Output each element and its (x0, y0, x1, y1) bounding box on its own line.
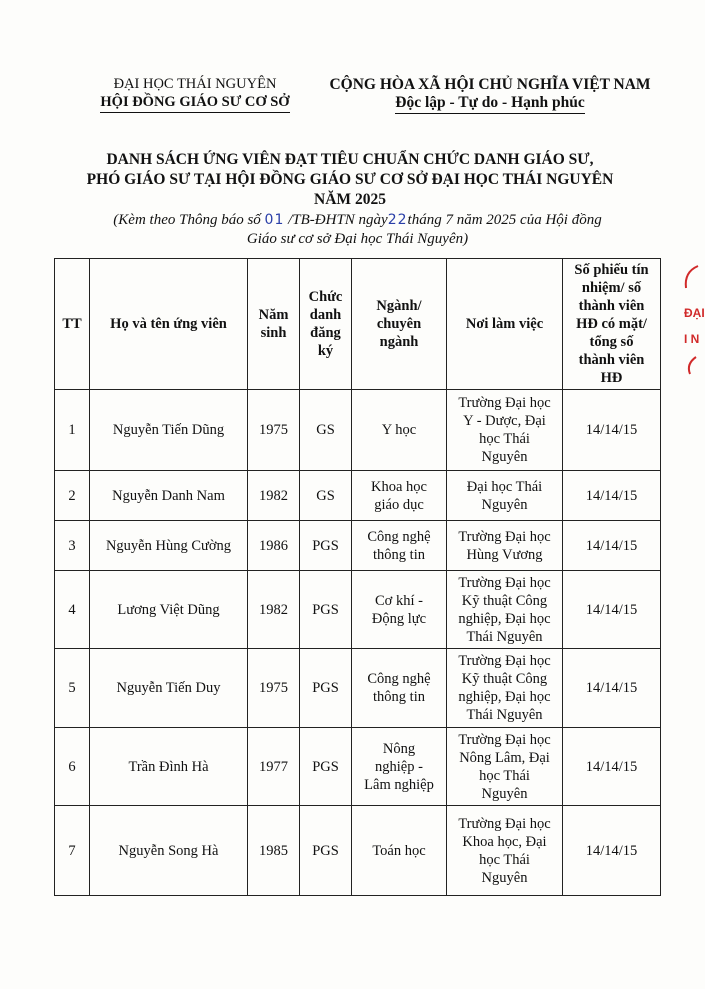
title-line-3: NĂM 2025 (314, 191, 386, 208)
cell-workplace: Trường Đại học Kỹ thuật Công nghiệp, Đại học Thái Nguyên (447, 649, 563, 728)
issuer-block (90, 76, 300, 113)
cell-name: Nguyễn Song Hà (90, 806, 248, 896)
table-header-row (55, 259, 661, 390)
cell-workplace: Trường Đại học Nông Lâm, Đại học Thái Nguyên (447, 728, 563, 806)
country-name: CỘNG HÒA XÃ HỘI CHỦ NGHĨA VIỆT NAM (329, 76, 651, 93)
cell-field: Y học (352, 390, 447, 471)
council-name: HỘI ĐỒNG GIÁO SƯ CƠ SỞ (100, 94, 289, 113)
cell-year: 1975 (248, 649, 300, 728)
header-workplace: Nơi làm việc (447, 259, 563, 390)
cell-name: Nguyễn Hùng Cường (90, 521, 248, 571)
cell-tt: 7 (55, 806, 90, 896)
cell-year: 1975 (248, 390, 300, 471)
candidate-table (54, 258, 661, 896)
header-votes: Số phiếu tín nhiệm/ số thành viên HĐ có mặt/ tổng số thành viên HĐ (563, 259, 661, 390)
handwritten-day: 22 (387, 212, 408, 228)
cell-votes: 14/14/15 (563, 471, 661, 521)
table-row (55, 806, 661, 896)
cell-votes: 14/14/15 (563, 728, 661, 806)
header-name: Họ và tên ứng viên (90, 259, 248, 390)
university-name: ĐẠI HỌC THÁI NGUYÊN (113, 76, 277, 92)
cell-votes: 14/14/15 (563, 521, 661, 571)
cell-field: Toán học (352, 806, 447, 896)
cell-name: Nguyễn Tiến Dũng (90, 390, 248, 471)
cell-title: PGS (300, 649, 352, 728)
seal-stamp-fragment: ĐẠI I N (676, 262, 700, 382)
table-row (55, 471, 661, 521)
national-motto-block (320, 76, 660, 114)
subtitle-part-3: tháng 7 năm 2025 của Hội đồng (407, 212, 602, 228)
header-birth-year: Năm sinh (248, 259, 300, 390)
header-field: Ngành/ chuyên ngành (352, 259, 447, 390)
cell-year: 1982 (248, 471, 300, 521)
cell-workplace: Trường Đại học Y - Dược, Đại học Thái Nguyên (447, 390, 563, 471)
cell-tt: 1 (55, 390, 90, 471)
subtitle-part-2: /TB-ĐHTN ngày (288, 212, 388, 228)
cell-workplace: Đại học Thái Nguyên (447, 471, 563, 521)
cell-workplace: Trường Đại học Khoa học, Đại học Thái Nguyên (447, 806, 563, 896)
cell-votes: 14/14/15 (563, 390, 661, 471)
cell-workplace: Trường Đại học Hùng Vương (447, 521, 563, 571)
table-row (55, 390, 661, 471)
cell-title: GS (300, 471, 352, 521)
cell-field: Khoa học giáo dục (352, 471, 447, 521)
cell-votes: 14/14/15 (563, 806, 661, 896)
cell-title: PGS (300, 571, 352, 649)
cell-tt: 6 (55, 728, 90, 806)
cell-field: Nông nghiệp - Lâm nghiệp (352, 728, 447, 806)
cell-title: PGS (300, 806, 352, 896)
header-tt: TT (55, 259, 90, 390)
cell-name: Lương Việt Dũng (90, 571, 248, 649)
document-title (60, 150, 640, 210)
cell-tt: 4 (55, 571, 90, 649)
table-row (55, 521, 661, 571)
subtitle-line-2: Giáo sư cơ sở Đại học Thái Nguyên) (246, 231, 469, 247)
cell-tt: 3 (55, 521, 90, 571)
document-subtitle (80, 211, 635, 249)
cell-field: Công nghệ thông tin (352, 649, 447, 728)
cell-name: Trần Đình Hà (90, 728, 248, 806)
cell-workplace: Trường Đại học Kỹ thuật Công nghiệp, Đại học Thái Nguyên (447, 571, 563, 649)
cell-field: Cơ khí - Động lực (352, 571, 447, 649)
table-row (55, 571, 661, 649)
cell-field: Công nghệ thông tin (352, 521, 447, 571)
cell-year: 1982 (248, 571, 300, 649)
cell-year: 1985 (248, 806, 300, 896)
cell-tt: 2 (55, 471, 90, 521)
cell-name: Nguyễn Tiến Duy (90, 649, 248, 728)
cell-title: GS (300, 390, 352, 471)
header-title: Chức danh đăng ký (300, 259, 352, 390)
cell-votes: 14/14/15 (563, 571, 661, 649)
handwritten-number: 01 (264, 212, 285, 228)
stamp-arc-icon (676, 262, 700, 382)
title-line-2: PHÓ GIÁO SƯ TẠI HỘI ĐỒNG GIÁO SƯ CƠ SỞ ĐẠI HỌC THÁI NGUYÊN (86, 171, 614, 188)
cell-votes: 14/14/15 (563, 649, 661, 728)
cell-year: 1977 (248, 728, 300, 806)
cell-year: 1986 (248, 521, 300, 571)
cell-title: PGS (300, 728, 352, 806)
cell-title: PGS (300, 521, 352, 571)
motto: Độc lập - Tự do - Hạnh phúc (395, 94, 584, 114)
title-line-1: DANH SÁCH ỨNG VIÊN ĐẠT TIÊU CHUẨN CHỨC DANH GIÁO SƯ, (106, 151, 594, 168)
table-row (55, 649, 661, 728)
table-row (55, 728, 661, 806)
cell-name: Nguyễn Danh Nam (90, 471, 248, 521)
subtitle-part-1: (Kèm theo Thông báo số (113, 212, 261, 228)
cell-tt: 5 (55, 649, 90, 728)
